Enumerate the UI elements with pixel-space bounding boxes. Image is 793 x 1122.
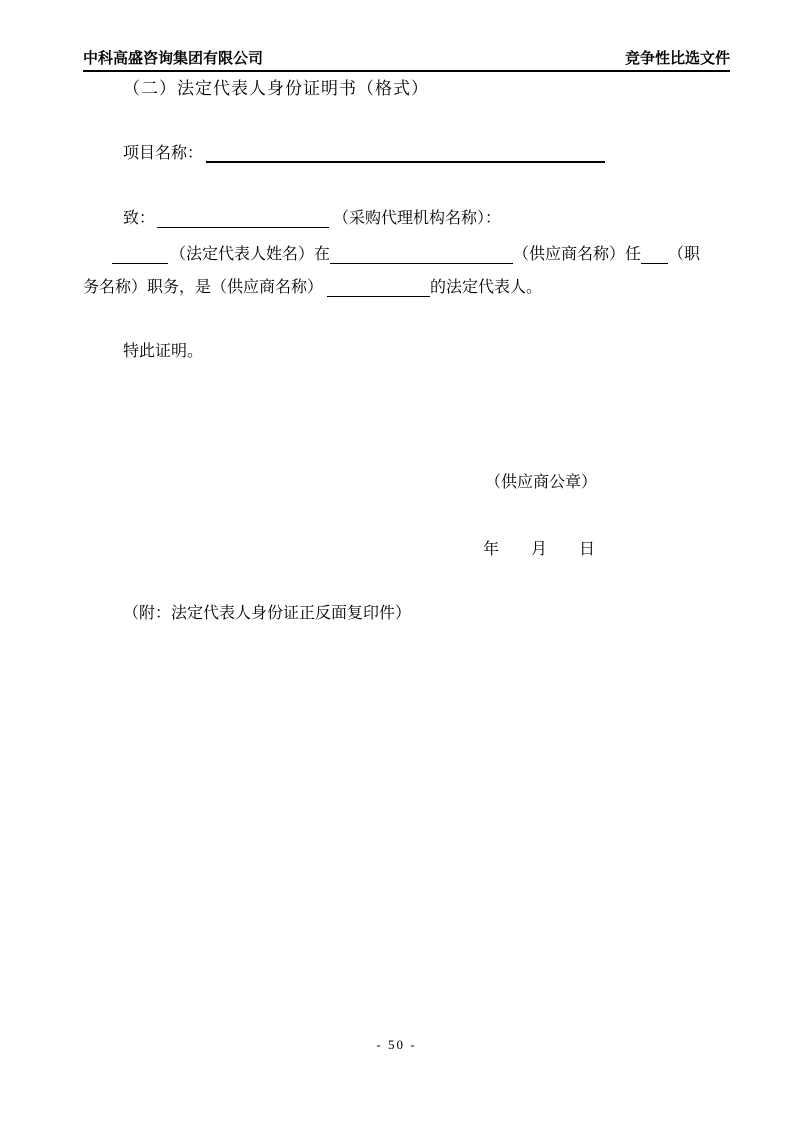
paragraph-text: （供应商名称）任	[513, 246, 642, 263]
addressee-line	[123, 210, 501, 228]
project-name-field[interactable]	[206, 146, 605, 163]
date-month-label: 月	[531, 541, 548, 558]
section-title: （二）法定代表人身份证明书（格式）	[123, 79, 429, 98]
project-name-label: 项目名称：	[123, 145, 204, 162]
page-number: - 50 -	[376, 1037, 417, 1052]
company-name: 中科高盛咨询集团有限公司	[83, 50, 264, 67]
paragraph-text: （法定代表人姓名）在	[170, 246, 331, 263]
body-paragraph-line-1	[112, 246, 700, 264]
document-type-label: 竞争性比选文件	[624, 50, 730, 67]
date-year-label: 年	[483, 541, 500, 558]
supplier-name-field-2[interactable]	[327, 280, 430, 297]
agency-name-field[interactable]	[157, 211, 329, 228]
page-header	[83, 50, 730, 72]
supplier-name-field[interactable]	[330, 247, 513, 264]
position-title-field[interactable]	[641, 247, 668, 264]
representative-name-field[interactable]	[112, 247, 168, 264]
date-day-label: 日	[579, 541, 596, 558]
agency-name-suffix: （采购代理机构名称）：	[333, 210, 502, 227]
body-paragraph-line-2	[83, 279, 542, 297]
supplier-seal-label: （供应商公章）	[485, 474, 598, 491]
attachment-note: （附：法定代表人身份证正反面复印件）	[123, 605, 412, 622]
to-label: 致：	[123, 210, 156, 227]
paragraph-text: 的法定代表人。	[430, 279, 543, 296]
project-name-line	[123, 145, 605, 163]
paragraph-text: 务名称）职务，是（供应商名称）	[83, 279, 324, 296]
certify-statement: 特此证明。	[123, 343, 204, 360]
paragraph-text: （职	[668, 246, 701, 263]
date-line	[483, 541, 595, 559]
